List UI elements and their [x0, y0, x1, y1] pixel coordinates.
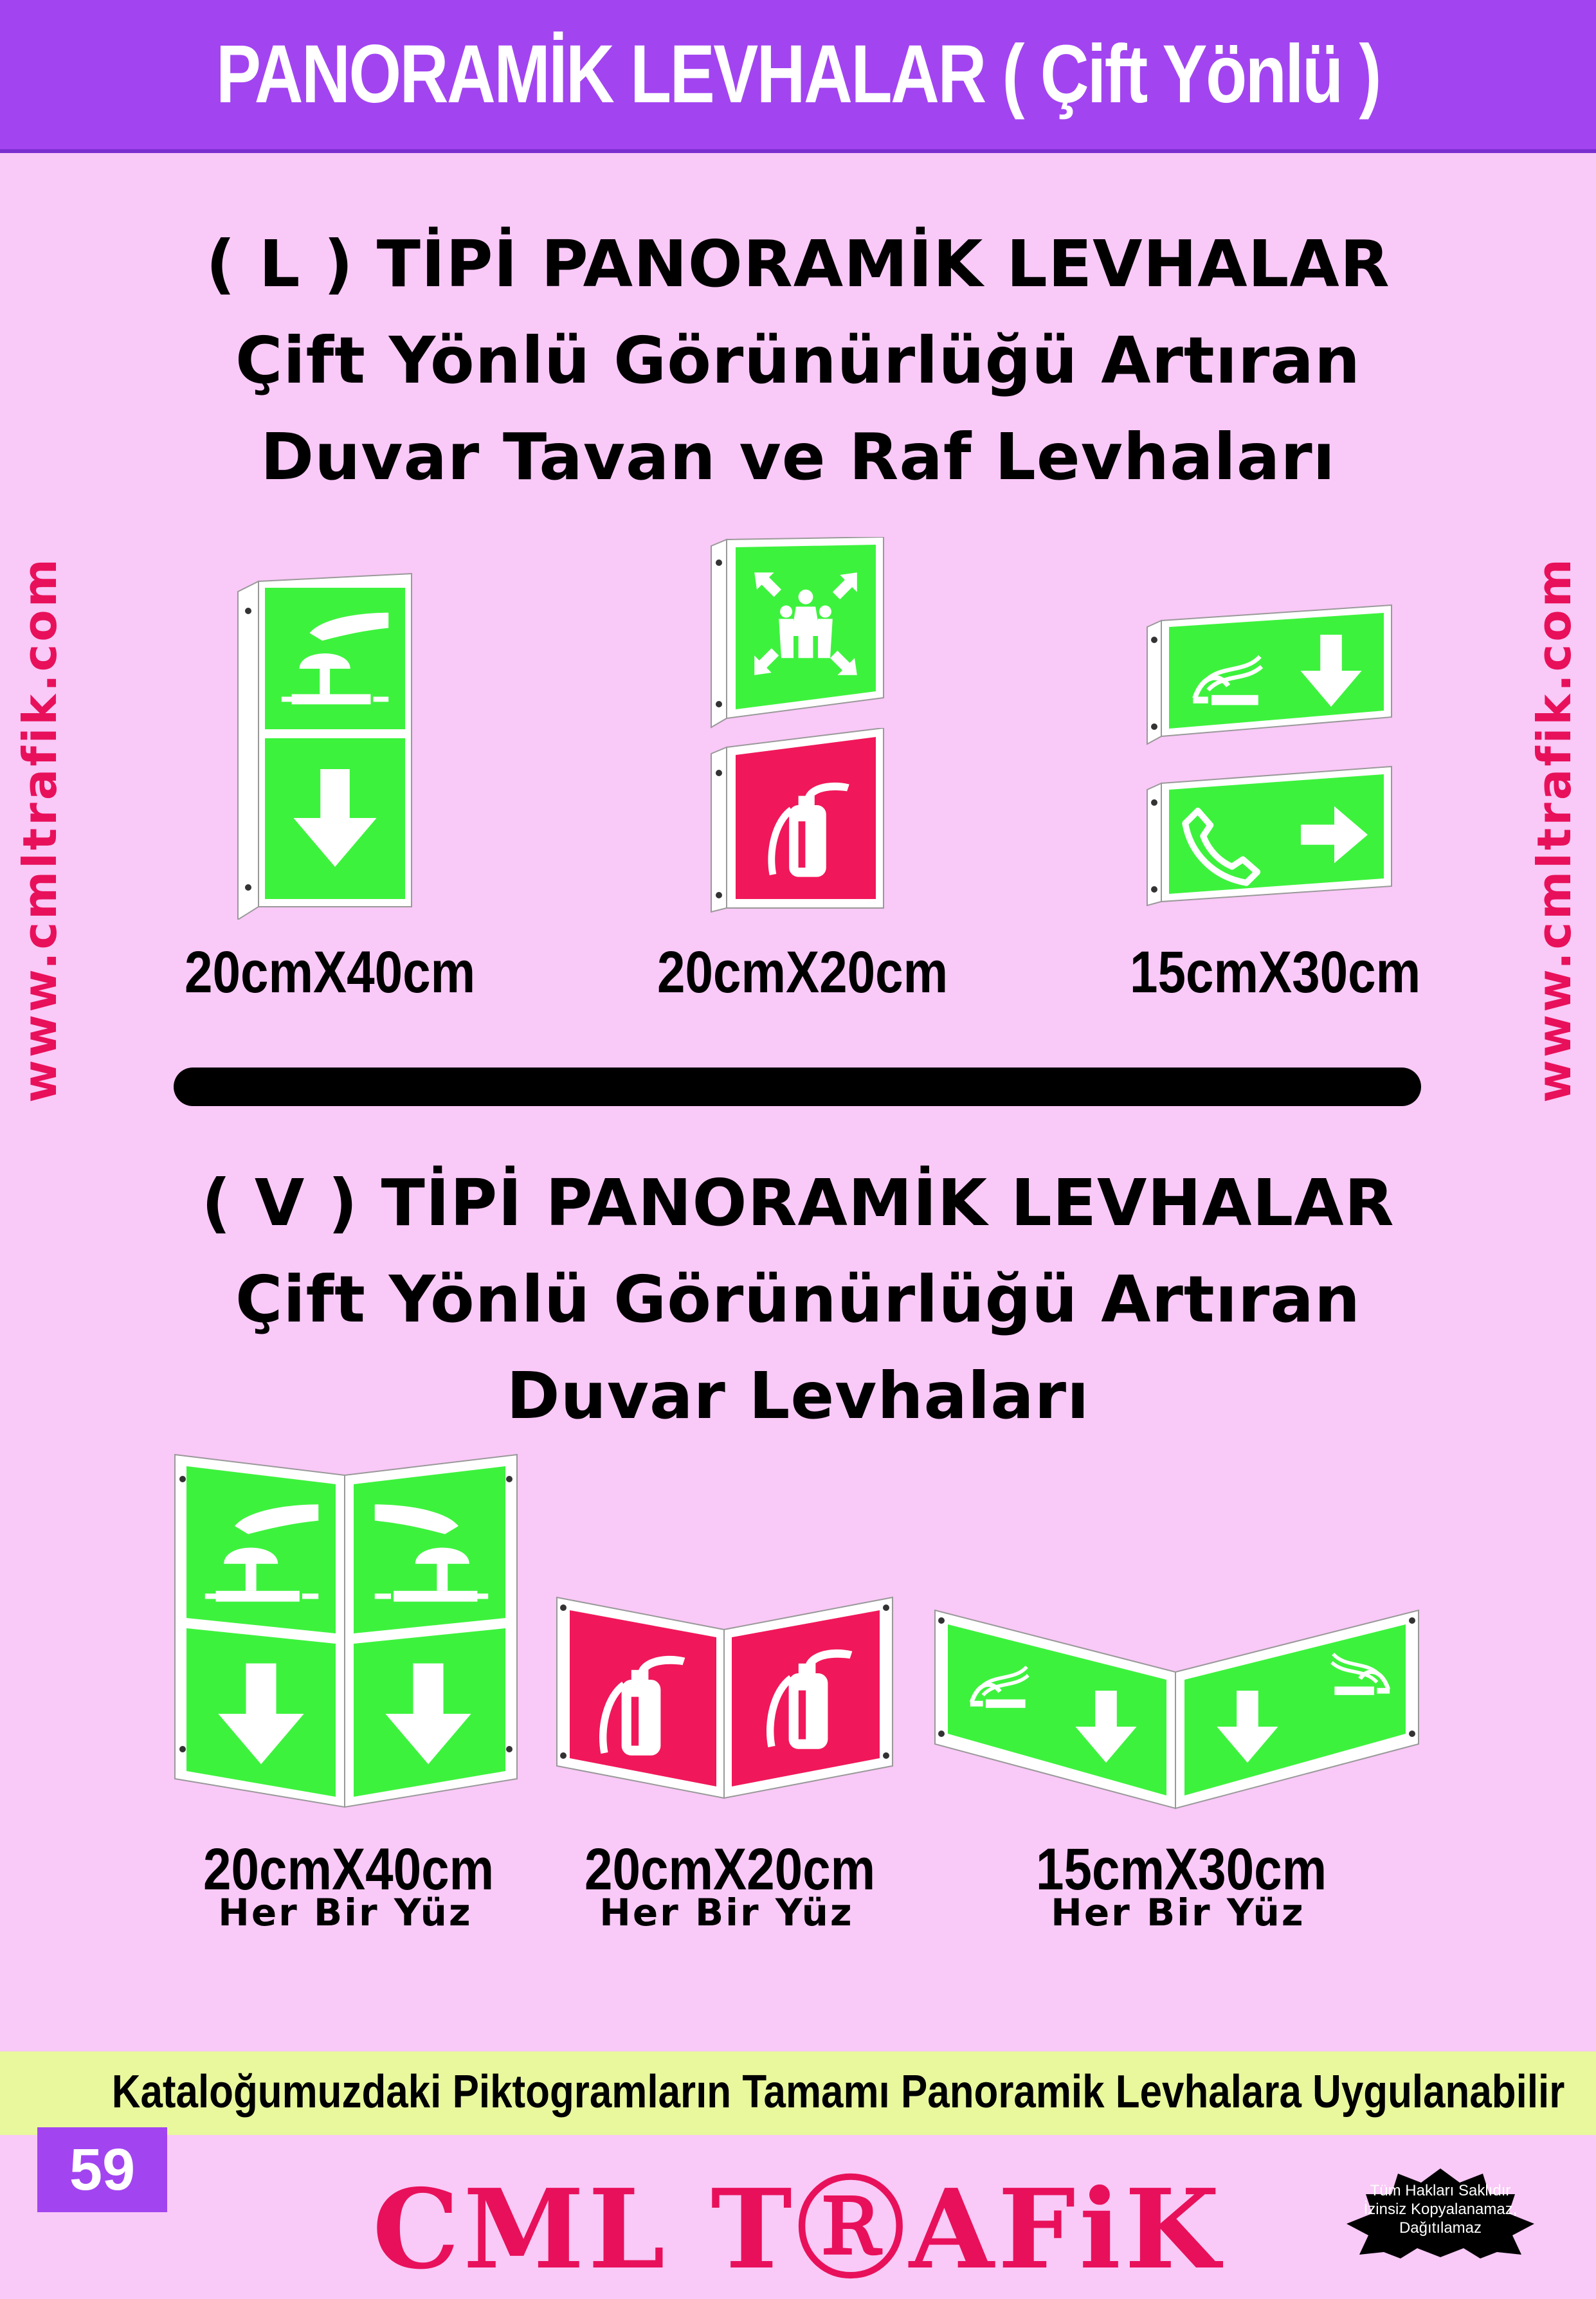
- l-sign-20x40: [231, 572, 418, 920]
- section-l-subtitle: Çift Yönlü Görünürlüğü Artıran: [235, 323, 1361, 398]
- v-size-3: 15cmX30cm: [1036, 1837, 1327, 1902]
- brand-logo: CML TⓇAFiK: [372, 2165, 1224, 2294]
- section-l-title: ( L ) TİPİ PANORAMİK LEVHALAR: [206, 226, 1390, 302]
- v-sign-20x40: [172, 1453, 520, 1813]
- section-v-title: ( V ) TİPİ PANORAMİK LEVHALAR: [201, 1165, 1395, 1240]
- l-size-1: 20cmX40cm: [185, 940, 476, 1005]
- footer-note: Kataloğumuzdaki Piktogramların Tamamı Panoramik Levhalara Uygulanabilir: [111, 2066, 1565, 2118]
- page-title: PANORAMİK LEVHALAR ( Çift Yönlü ): [216, 28, 1380, 120]
- v-sign-15x30: [932, 1608, 1421, 1813]
- rights-line-3: Dağıtılamaz: [1399, 2219, 1482, 2237]
- l-size-3: 15cmX30cm: [1130, 940, 1421, 1005]
- rights-text: [1353, 2181, 1528, 2237]
- v-each-face-2: Her Bir Yüz: [599, 1891, 854, 1934]
- l-size-2: 20cmX20cm: [657, 940, 948, 1005]
- rights-line-2: İzinsiz Kopyalanamaz,: [1363, 2201, 1518, 2218]
- section-v-subtitle: Çift Yönlü Görünürlüğü Artıran: [235, 1262, 1361, 1337]
- section-v-description: Duvar Levhaları: [506, 1358, 1090, 1433]
- side-url-left[interactable]: www.cmltrafik.com: [13, 556, 67, 1103]
- rights-line-1: Tüm Hakları Saklıdır: [1370, 2182, 1511, 2199]
- v-each-face-3: Her Bir Yüz: [1051, 1891, 1305, 1934]
- l-sign-20x20-extinguisher: [707, 728, 887, 914]
- v-size-2: 20cmX20cm: [585, 1837, 876, 1902]
- v-each-face-1: Her Bir Yüz: [218, 1891, 473, 1934]
- l-sign-15x30-phone: [1143, 764, 1394, 909]
- v-sign-20x20: [554, 1595, 895, 1801]
- l-sign-15x30-eyewash: [1143, 601, 1394, 746]
- page-number: 59: [37, 2127, 167, 2212]
- l-sign-20x20-assembly: [707, 537, 887, 730]
- side-url-right[interactable]: www.cmltrafik.com: [1527, 556, 1581, 1103]
- v-size-1: 20cmX40cm: [203, 1837, 494, 1902]
- section-l-description: Duvar Tavan ve Raf Levhaları: [260, 419, 1336, 495]
- section-divider: [174, 1068, 1421, 1106]
